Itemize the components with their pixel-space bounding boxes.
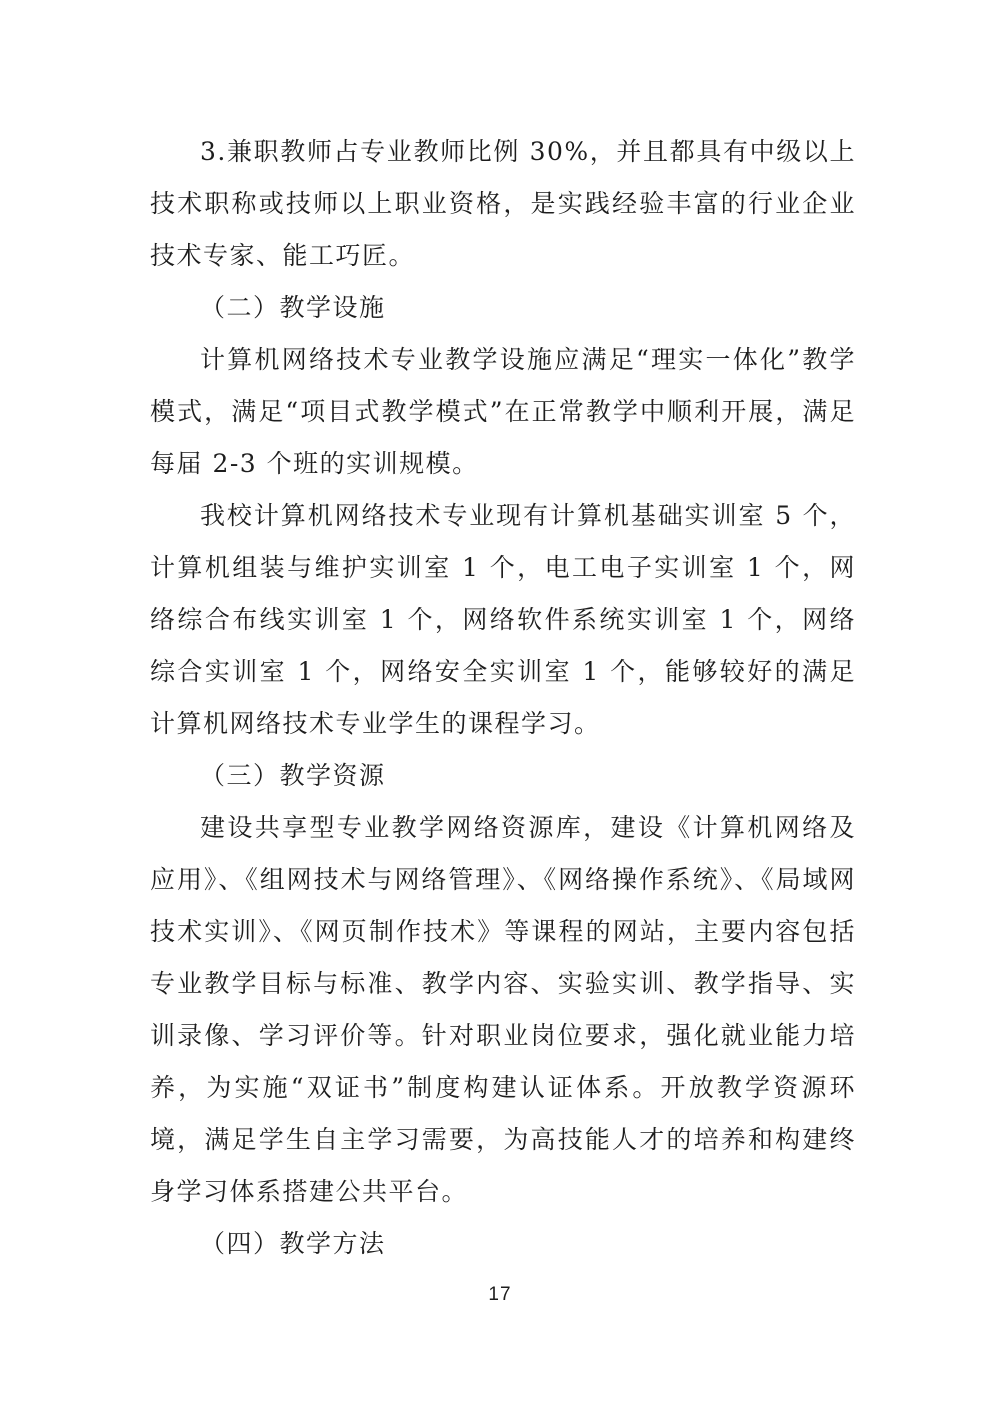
paragraph-resource-library: 建设共享型专业教学网络资源库，建设《计算机网络及应用》、《组网技术与网络管理》、《网络操作系统》、《局域网技术实训》、《网页制作技术》等课程的网站，主要内容包括专业教学目标与标准、教学内容、实验实训、教学指导、实训录像、学习评价等。针对职业岗位要求，强化就业能力培养，为实施“双证书”制度构建认证体系。开放教学资源环境，满足学生自主学习需要，为高技能人才的培养和构建终身学习体系搭建公共平台。 bbox=[150, 813, 856, 1206]
paragraph-facility-requirements: 计算机网络技术专业教学设施应满足“理实一体化”教学模式，满足“项目式教学模式”在正常教学中顺利开展，满足每届 2-3 个班的实训规模。 bbox=[150, 345, 856, 478]
page-number: 17 bbox=[488, 1284, 512, 1305]
section-heading-teaching-methods: （四）教学方法 bbox=[200, 1229, 386, 1258]
page-content bbox=[150, 126, 856, 1270]
section-heading-teaching-facilities: （二）教学设施 bbox=[200, 293, 386, 322]
page-footer bbox=[0, 1284, 1000, 1306]
section-heading-teaching-resources: （三）教学资源 bbox=[200, 761, 386, 790]
paragraph-part-time-teachers: 3.兼职教师占专业教师比例 30%，并且都具有中级以上技术职称或技师以上职业资格，是实践经验丰富的行业企业技术专家、能工巧匠。 bbox=[150, 137, 856, 270]
paragraph-training-rooms: 我校计算机网络技术专业现有计算机基础实训室 5 个，计算机组装与维护实训室 1 个，电工电子实训室 1 个，网络综合布线实训室 1 个，网络软件系统实训室 1 个，网络综合实训室 1 个，网络安全实训室 1 个，能够较好的满足计算机网络技术专业学生的课程学习。 bbox=[150, 501, 856, 738]
